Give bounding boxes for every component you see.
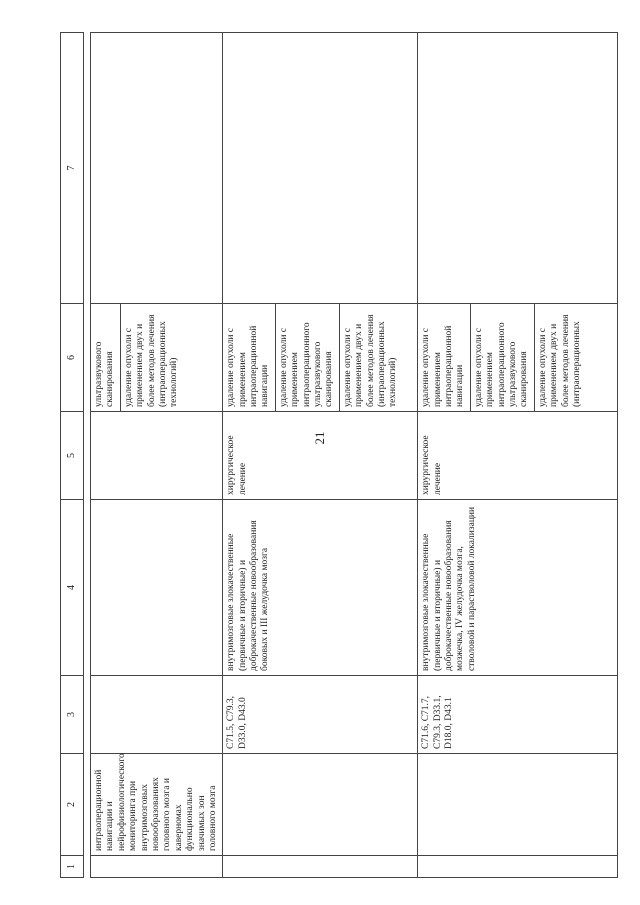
header-row: [61, 33, 84, 878]
spacer-row: [84, 33, 91, 878]
table-cell: [418, 33, 618, 304]
table-cell: [418, 754, 618, 856]
table-cell: [91, 412, 223, 500]
table-cell: [91, 500, 223, 676]
table-cell: [223, 304, 418, 412]
method-item: ультразвукового сканирования: [94, 341, 116, 407]
table-cell: [223, 856, 418, 878]
page-number: 21: [312, 431, 327, 445]
table-cell: [91, 304, 223, 412]
table-row: [223, 33, 418, 878]
column-header: 5: [61, 412, 84, 500]
table-cell: [91, 33, 223, 304]
method-item: удаление опухоли с применением интраоперационного ультразвукового сканирования: [275, 304, 336, 411]
method-item: удаление опухоли с применением интраоперационного ультразвукового сканирования: [470, 304, 531, 411]
document-sheet: [60, 33, 615, 878]
table-cell: [91, 856, 223, 878]
column-header: 3: [61, 676, 84, 754]
column-header: 1: [61, 856, 84, 878]
column-header: 6: [61, 304, 84, 412]
column-header: 4: [61, 500, 84, 676]
table-cell: интраоперационной навигации и нейрофизиологического мониторинга при внутримозговых новообразованиях головного мозга и каверномах функционально значимых зон головного мозга: [91, 754, 223, 856]
column-header: 2: [61, 754, 84, 856]
table-row: [91, 33, 223, 878]
table-cell: [418, 856, 618, 878]
method-item: удаление опухоли с применением двух и более методов лечения (интраоперационных: [534, 304, 584, 411]
table-cell: внутримозговые злокачественные (первичные и вторичные) и доброкачественные новообразования мозжечка, IV желудочка мозга, стволовой и парастволовой локализации: [418, 500, 618, 676]
table-cell: C71.5, C79.3, D33.0, D43.0: [223, 676, 418, 754]
table-cell: [91, 676, 223, 754]
table-row: [418, 33, 618, 878]
table-cell: C71.6, C71.7, C79.3, D33.1, D18.0, D43.1: [418, 676, 618, 754]
table-cell: хирургическое лечение: [223, 412, 418, 500]
data-table: [60, 32, 618, 878]
method-item: удаление опухоли с применением двух и более методов лечения (интраоперационных технологий): [120, 304, 181, 411]
table-cell: внутримозговые злокачественные (первичные и вторичные) и доброкачественные новообразования боковых и III желудочка мозга: [223, 500, 418, 676]
method-item: удаление опухоли с применением интраоперационной навигации: [226, 325, 271, 407]
table-cell: [223, 33, 418, 304]
column-header: 7: [61, 33, 84, 304]
table-cell: [223, 754, 418, 856]
method-item: удаление опухоли с применением двух и более методов лечения (интраоперационных технологий): [339, 304, 400, 411]
table-cell: [418, 304, 618, 412]
method-item: удаление опухоли с применением интраоперационной навигации: [421, 325, 466, 407]
table-cell: хирургическое лечение: [418, 412, 618, 500]
